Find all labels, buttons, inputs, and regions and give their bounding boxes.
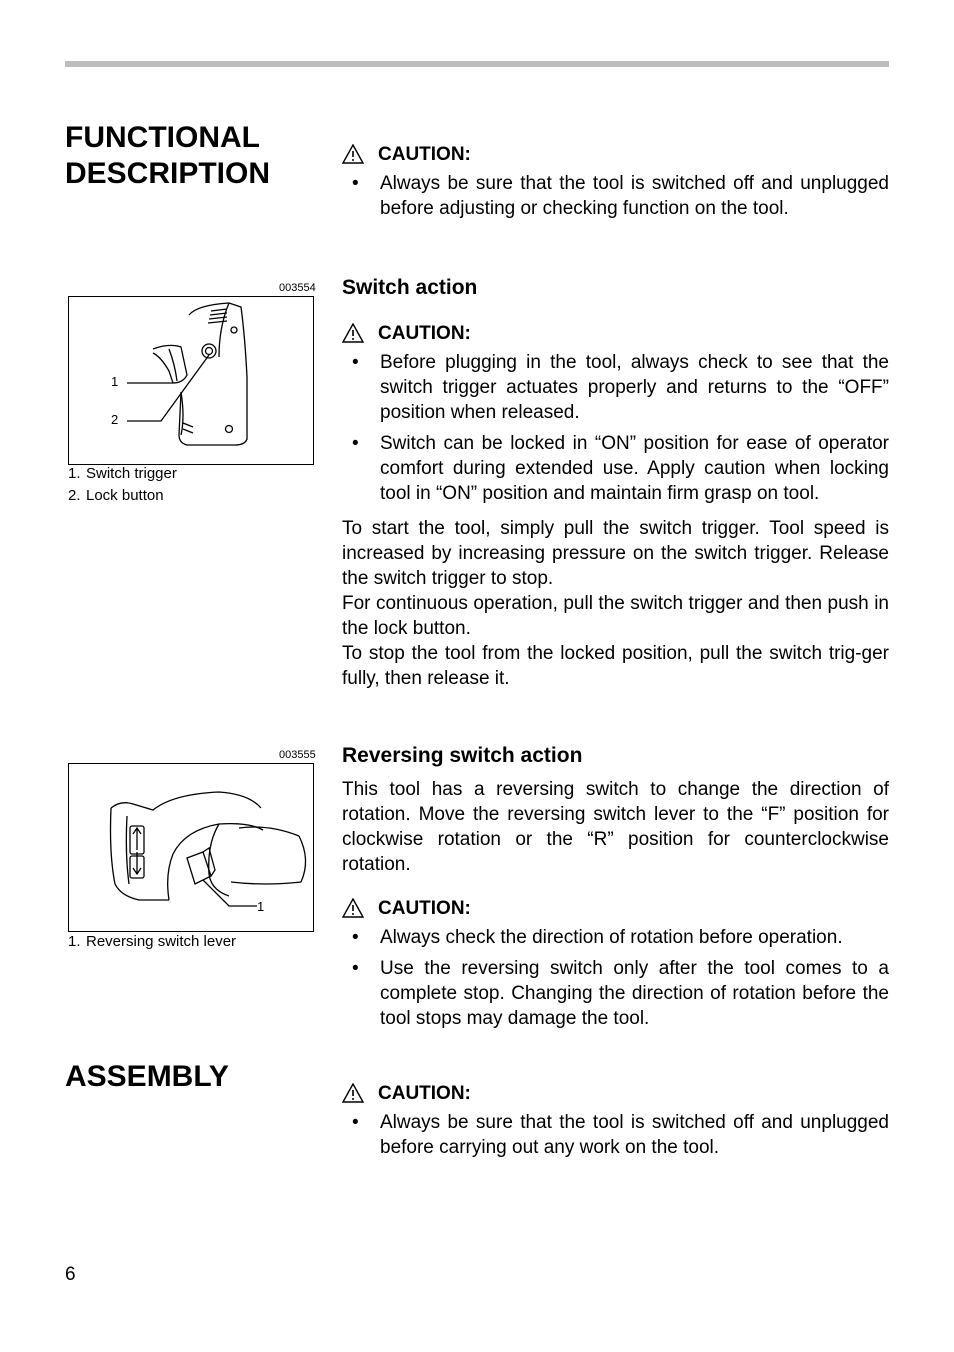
warning-icon (342, 898, 364, 918)
figure-caption (68, 931, 236, 953)
caution-list (342, 350, 889, 506)
figure-code: 003555 (279, 749, 316, 761)
caution-label: CAUTION: (378, 1083, 471, 1104)
caution-label: CAUTION: (378, 144, 471, 165)
top-rule (65, 61, 889, 67)
title-line-2: DESCRIPTION (65, 157, 271, 190)
figure-caption (68, 463, 177, 507)
title-line-1: FUNCTIONAL (65, 121, 260, 154)
list-item: • Use the reversing switch only after the tool comes to a complete stop. Changing the direction of rotation before the tool stops may damage the tool. (342, 956, 889, 1031)
list-item: • Always check the direction of rotation before operation. (342, 925, 889, 950)
page-number: 6 (65, 1264, 76, 1285)
callout-1: 1 (111, 374, 119, 389)
caution-list (342, 171, 889, 221)
callout-1: 1 (257, 899, 265, 914)
drill-handle-illustration (69, 297, 313, 464)
section-title-functional-description (65, 120, 270, 192)
paragraph: To start the tool, simply pull the switch trigger. Tool speed is increased by increasing pressure on the switch trigger. Release the switch trigger to stop. (342, 518, 889, 589)
heading-switch-action: Switch action (342, 276, 478, 299)
callout-2: 2 (111, 412, 119, 427)
caution-label: CAUTION: (378, 323, 471, 344)
caption-item: 1. Reversing switch lever (68, 933, 237, 950)
warning-icon (342, 323, 364, 343)
figure-reversing-switch (68, 763, 314, 932)
warning-icon (342, 1083, 364, 1103)
reversing-block (342, 777, 889, 1037)
caution-heading (342, 1081, 889, 1106)
caution-label: CAUTION: (378, 898, 471, 919)
switch-action-block (342, 321, 889, 691)
list-item: • Switch can be locked in “ON” position for ease of operator comfort during extended use. Apply caution when locking tool in “ON” position and maintain firm grasp on tool. (342, 431, 889, 506)
caution-list (342, 925, 889, 1031)
figure-code: 003554 (279, 282, 316, 294)
caption-item: 1. Switch trigger (68, 465, 177, 482)
assembly-caution-block (342, 1081, 889, 1166)
list-item: • Always be sure that the tool is switched off and unplugged before adjusting or checking function on the tool. (342, 171, 889, 221)
reversing-switch-illustration (69, 764, 313, 931)
paragraph: This tool has a reversing switch to change the direction of rotation. Move the reversing switch lever to the “F” position for clockwise rotation or the “R” position for counterclockwise rotation. (342, 779, 889, 875)
warning-icon (342, 144, 364, 164)
caption-item: 2. Lock button (68, 487, 164, 504)
list-item: • Always be sure that the tool is switched off and unplugged before carrying out any work on the tool. (342, 1110, 889, 1160)
section-title-assembly: ASSEMBLY (65, 1060, 229, 1093)
paragraph: To stop the tool from the locked position, pull the switch trig-ger fully, then release it. (342, 643, 889, 689)
caution-heading (342, 142, 889, 167)
caution-list (342, 1110, 889, 1160)
intro-caution-block (342, 142, 889, 227)
figure-switch-trigger (68, 296, 314, 465)
caution-heading (342, 896, 889, 921)
caution-heading (342, 321, 889, 346)
paragraph: For continuous operation, pull the switch trigger and then push in the lock button. (342, 593, 889, 639)
heading-reversing-switch-action: Reversing switch action (342, 744, 583, 767)
list-item: • Before plugging in the tool, always check to see that the switch trigger actuates properly and returns to the “OFF” position when released. (342, 350, 889, 425)
